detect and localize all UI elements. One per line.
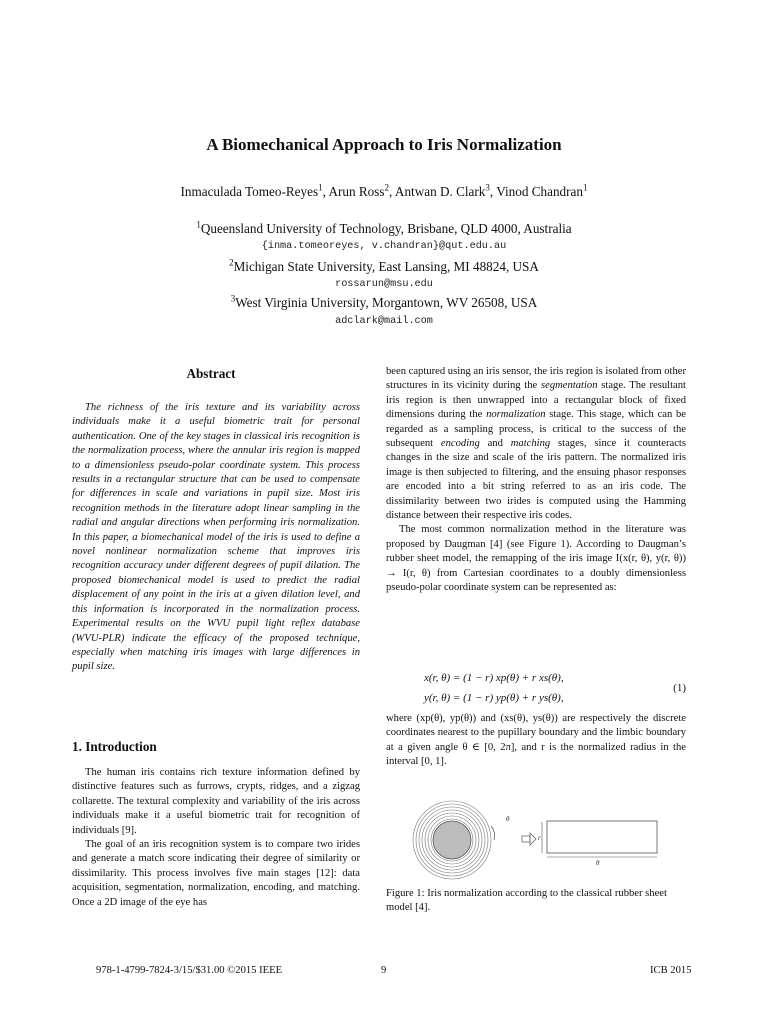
theta-label: θ — [506, 815, 510, 823]
paragraph: The human iris contains rich texture information defined by distinctive features such as furrows, crypts, ridges, and a zigzag collarette. The textural complexity and variability of the iris across individuals make it a useful biometric trait for recognition of individuals [9]. — [72, 767, 360, 836]
footer-copyright: 978-1-4799-7824-3/15/$31.00 ©2015 IEEE — [96, 965, 283, 976]
pupil — [433, 821, 471, 859]
paragraph: where (xp(θ), yp(θ)) and (xs(θ), ys(θ)) are respectively the discrete coordinates nearest to the pupillary boundary and the limbic boundary at a given angle θ ∈ [0, 2π], and r is the normalized radius in the interval [0, 1]. — [386, 713, 686, 768]
equation-line: x(r, θ) = (1 − r) xp(θ) + r xs(θ), — [424, 672, 564, 684]
affiliation-text: West Virginia University, Morgantown, WV 26508, USA — [235, 295, 538, 310]
page-number: 9 — [381, 965, 387, 976]
author: Antwan D. Clark — [394, 184, 486, 199]
author-affiliation-mark: 1 — [318, 182, 323, 193]
text-run: stages, since it counteracts changes in the size and scale of the iris pattern. The normalized iris image is then subjected to filtering, and the ensuing phasor responses are encoded into a bit string referred to as an iris code. The dissimilarity between two irides is computed using the Hamming distance between their respective iris codes. — [386, 438, 686, 522]
section-heading: 1. Introduction — [72, 739, 157, 754]
author: Vinod Chandran — [496, 184, 583, 199]
normalized-rectangle — [547, 821, 657, 853]
author-separator: , — [322, 184, 329, 199]
author-affiliation-mark: 2 — [384, 182, 390, 193]
affiliation — [0, 295, 768, 311]
paragraph — [386, 365, 686, 523]
author: Arun Ross — [328, 184, 385, 199]
emphasis: segmentation — [541, 380, 598, 392]
equation-1 — [386, 672, 686, 712]
r-label: r — [538, 834, 541, 842]
text-run: stage. This stage, which can be regarded as a sampling process, is critical to the success of the subsequent — [386, 409, 687, 450]
angle-arc — [491, 826, 495, 840]
text-run: stage. The resultant iris region is then unwrapped into a rectangular block of fixed dimensions during the — [386, 380, 686, 421]
affiliation-mark: 2 — [229, 257, 234, 268]
author-separator: , — [489, 184, 497, 199]
right-column-text-2 — [386, 712, 686, 770]
text-run: and — [479, 438, 511, 450]
email: {inma.tomeoreyes, v.chandran}@qut.edu.au — [261, 241, 507, 252]
author-list — [0, 184, 768, 200]
author: Inmaculada Tomeo-Reyes — [180, 184, 319, 199]
author-affiliation-mark: 3 — [485, 182, 490, 193]
emphasis: encoding — [440, 438, 480, 450]
email: adclark@mail.com — [335, 316, 433, 327]
equation-number: (1) — [673, 682, 686, 694]
affiliation-text: Queensland University of Technology, Brisbane, QLD 4000, Australia — [200, 221, 572, 236]
author-affiliation-mark: 1 — [583, 182, 588, 193]
equation-line: y(r, θ) = (1 − r) yp(θ) + r ys(θ), — [424, 692, 564, 704]
affiliation-mark: 3 — [230, 293, 236, 304]
text-run: been captured using an iris sensor, the iris region is isolated from other structures in its vicinity during the — [386, 366, 686, 392]
email: rossarun@msu.edu — [335, 279, 433, 290]
intro-text — [72, 766, 360, 910]
affiliation — [0, 221, 768, 237]
figure-caption: Figure 1: Iris normalization according to the classical rubber sheet model [4]. — [386, 888, 667, 914]
right-column-text — [386, 365, 686, 596]
emphasis: matching — [510, 438, 551, 450]
paragraph: The most common normalization method in the literature was proposed by Daugman [4] (see Figure 1). According to Daugman’s rubber sheet model, the remapping of the iris image I(x(r, θ), y(r, θ)) → I(r, θ) from Cartesian coordinates to a doubly dimensionless pseudo-polar coordinate system can be represented as: — [386, 524, 686, 594]
affiliation-text: Michigan State University, East Lansing, MI 48824, USA — [233, 259, 539, 274]
abstract-paragraph: The richness of the iris texture and its variability across individuals make it a useful biometric trait for personal authentication. One of the key stages in classical iris recognition is the normalization process, where the annular iris region is mapped to a dimensionless pseudo-polar coordinate system. This process results in a rectangular structure that can be used to compensate for differences in scale and variations in pupil size. Most iris recognition methods in the literature adopt linear sampling in the radial and angular directions when performing iris normalization. In this paper, a biomechanical model of the iris is used to define a novel nonlinear normalization scheme that improves iris recognition accuracy under different degrees of pupil dilation. The proposed biomechanical model is used to predict the radial displacement of any point in the iris at a given dilation level, and this information is incorporated in the normalization process. Experimental results on the WVU pupil light reflex database (WVU-PLR) indicate the efficacy of the proposed technique, especially when matching iris images with large differences in pupil size. — [72, 402, 360, 673]
affiliation — [0, 259, 768, 275]
abstract-heading: Abstract — [186, 366, 236, 381]
author-separator: , — [389, 184, 395, 199]
footer-venue: ICB 2015 — [650, 965, 692, 976]
arrow-icon — [522, 833, 536, 845]
figure-1-diagram — [410, 800, 670, 880]
abstract-text — [72, 401, 360, 675]
theta-axis-label: θ — [596, 859, 600, 867]
emphasis: normalization — [486, 409, 546, 421]
affiliation-mark: 1 — [196, 219, 201, 230]
paragraph: The goal of an iris recognition system is to compare two irides and generate a match score indicating their degree of similarity or dissimilarity. This process involves five main stages [12]: data acquisition, segmentation, normalization, encoding, and matching. Once a 2D image of the eye has — [72, 839, 360, 908]
paper-title: A Biomechanical Approach to Iris Normalization — [206, 135, 562, 154]
